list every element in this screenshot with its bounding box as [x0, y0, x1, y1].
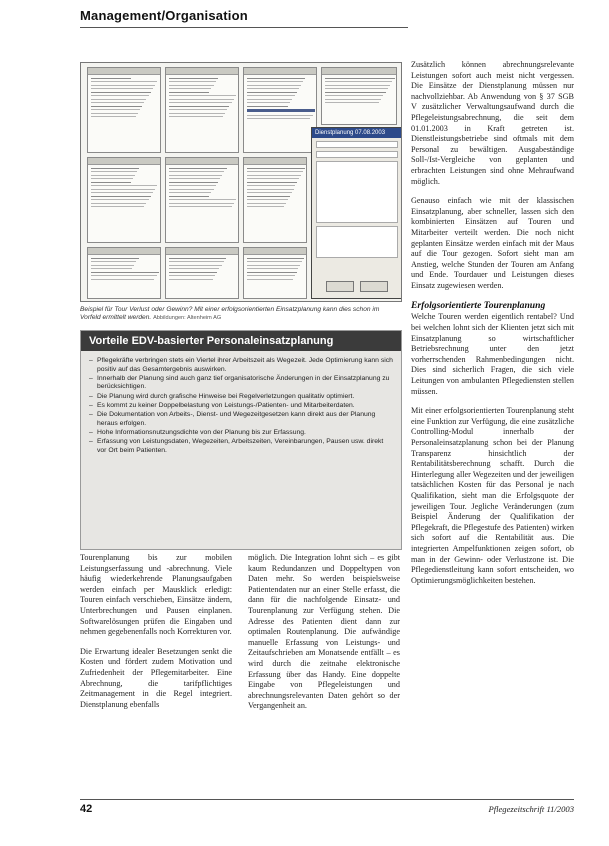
panel-row: [91, 109, 140, 110]
dialog-title: Dienstplanung 07.08.2003: [312, 128, 402, 138]
panel-row: [169, 275, 215, 276]
panel-title-bar: [88, 248, 160, 255]
panel-row: [247, 258, 304, 259]
panel-row: [247, 106, 288, 107]
panel-row: [247, 109, 315, 112]
planning-dialog: [311, 127, 402, 299]
panel-row: [91, 99, 146, 100]
panel-row: [169, 85, 214, 86]
paragraph: Die Erwartung idealer Besetzungen senkt die Kosten und fördert zudem Motivation und Zufriedenheit der Pflegemitarbeiter. Eine Abrechnung, die tarifpflichtiges Zeitmanagement in die Regel integriert. Dienstplanung ebenfalls: [80, 646, 232, 709]
panel-row: [247, 102, 290, 103]
dialog-ok-button: [326, 281, 354, 292]
panel-row: [169, 106, 229, 107]
panel-row: [247, 95, 295, 96]
panel-row: [91, 189, 155, 190]
panel-row: [247, 171, 303, 172]
panel-title-bar: [166, 248, 238, 255]
panel-row: [247, 192, 292, 193]
panel-row: [325, 102, 379, 103]
panel-row: [91, 178, 133, 179]
panel-row: [169, 203, 234, 204]
panel-title-bar: [88, 68, 160, 75]
panel-row: [169, 81, 216, 82]
panel-row: [91, 113, 138, 114]
panel-row: [91, 192, 153, 193]
panel-row: [91, 81, 157, 82]
panel-row: [325, 88, 388, 89]
panel-title-bar: [244, 158, 306, 165]
panel-row: [247, 88, 299, 89]
panel-row: [91, 168, 139, 169]
panel-row: [91, 196, 151, 197]
panel-row: [91, 102, 144, 103]
panel-row: [247, 203, 286, 204]
panel-row: [91, 92, 151, 93]
panel-row: [247, 279, 293, 280]
panel-row: [169, 261, 224, 262]
panel-title-bar: [244, 68, 316, 75]
paragraph: Zusätzlich können abrechnungsrelevante Leistungen sofort auch meist nicht vergessen. Die Einsätze der Dienstplanung müssen nur nachvollziehbar. Ab Anwendung von § 37 SGB V zusätzlicher Verwaltungsaufwand durch die Pflegeleistungsabrechnung, die seit dem 01.01.2003 in Kraft getreten ist. Dienstleistungsbetriebe sind oftmals mit dem Personal zu bewältigen. Ausgabeständige Soll-/Ist-Vergleiche von geplanten und erbrachten Leistungen sind ohne Mehraufwand möglich.: [411, 60, 574, 186]
panel-row: [91, 279, 154, 280]
subheading: Erfolgsorientierte Tourenplanung: [411, 300, 546, 312]
paragraph: Genauso einfach wie mit der klassischen Einsatzplanung, aber schneller, lassen sich den kombinierten Einsätzen auf Touren und Mitarbeiter verteilt werden. Die noch nicht geplanten Einsätze werden einfach mit der Maus auf die Tour gezogen. Sofort sieht man am Anstieg, welche Stunden der Touren am Anfang und Ende. Tourdauer und Leistungen dieses Einsatz zugewiesen werden.: [411, 196, 574, 290]
panel-row: [169, 178, 220, 179]
advantages-list: [89, 357, 393, 455]
software-screenshot-figure: [80, 62, 402, 302]
panel-row: [169, 189, 214, 190]
panel-row: [91, 88, 153, 89]
panel-row: [91, 272, 159, 273]
panel-row: [247, 178, 299, 179]
dialog-field: [316, 141, 398, 148]
panel-row: [91, 261, 136, 262]
box-title: Vorteile EDV-basierter Personaleinsatzplanung: [81, 331, 401, 351]
panel-row: [169, 109, 227, 110]
panel-row: [247, 175, 301, 176]
panel-row: [91, 182, 131, 183]
paragraph: Mit einer erfolgsorientierten Tourenplanung steht eine Funktion zur Verfügung, die eine zusätzliche Controlling-Modul innerhalb der Personaleinsatzplanung schon bei der Planung Transparenz hinsichtlich der Rentabilitätsberechnung schafft. Durch die Hinterlegung aller Wegezeiten und der jeweiligen tatsächlichen Kosten für das Personal je nach Qualifikation, sieht man die Erfolgsquote der jeweiligen Tour. Jegliche Veränderungen (zum Beispiel Änderung der Qualifikation der Pflegekraft, die Pflegestufe des Patienten) wirken sich sofort auf die Rentabilität aus. Die integrierten Ampelfunktionen zeigen sofort, ob man in der Gewinn- oder Verlustzone ist. Die Pflegedienstleitung kann sofort entscheiden, wo Optimierungsmöglichkeiten bestehen.: [411, 406, 574, 585]
panel-row: [247, 261, 302, 262]
panel-title-bar: [166, 68, 238, 75]
panel-row: [91, 175, 135, 176]
planning-panel: [87, 247, 161, 299]
panel-row: [91, 268, 132, 269]
panel-row: [247, 92, 297, 93]
panel-row: [247, 199, 288, 200]
panel-row: [169, 171, 224, 172]
panel-row: [91, 258, 139, 259]
dialog-cancel-button: [360, 281, 388, 292]
panel-row: [169, 196, 209, 197]
paragraph: Welche Touren werden eigentlich rentabel? Und bei welchen lohnt sich der Klienten jetzt sich mit Einsatzplanung so wirtschaftlicher Betriebsrechnung unter den jetzt vorherrschenden Rahmenbedingungen nicht. Dies sind sicherlich Fragen, die sich viele Leitungen von ambulanten Pflegediensten stellen müssen.: [411, 312, 574, 396]
list-item: – Es kommt zu keiner Doppelbelastung von Leistungs-/Patienten- und Mitarbeiterdaten.: [89, 402, 393, 411]
image-credit: Abbildungen: Altenheim AG: [153, 315, 222, 321]
planning-panel: [321, 67, 397, 125]
panel-row: [247, 268, 298, 269]
panel-row: [91, 185, 157, 186]
list-item: – Die Planung wird durch grafische Hinweise bei Regelverletzungen qualitativ optimiert.: [89, 393, 393, 402]
planning-panel: [243, 247, 307, 299]
panel-row: [169, 279, 213, 280]
panel-row: [169, 99, 234, 100]
panel-title-bar: [166, 158, 238, 165]
panel-row: [247, 182, 297, 183]
panel-title-bar: [322, 68, 396, 75]
panel-row: [91, 199, 149, 200]
panel-row: [91, 171, 137, 172]
list-item: – Die Dokumentation von Arbeits-, Dienst- und Wegezeitgesetzen kann direkt aus der Planung heraus erfolgen.: [89, 411, 393, 428]
panel-row: [91, 206, 144, 207]
panel-row: [169, 168, 227, 169]
journal-reference: Pflegezeitschrift 11/2003: [488, 804, 574, 814]
panel-row: [247, 81, 303, 82]
panel-row: [91, 95, 149, 96]
panel-title-bar: [244, 248, 306, 255]
footer-rule: [80, 799, 574, 800]
section-rubric: Management/Organisation: [80, 8, 248, 23]
planning-panel: [243, 67, 317, 153]
panel-row: [247, 99, 292, 100]
panel-row: [325, 78, 395, 79]
panel-row: [325, 81, 392, 82]
panel-row: [247, 185, 295, 186]
planning-panel: [87, 67, 161, 153]
panel-row: [169, 272, 217, 273]
paragraph: möglich. Die Integration lohnt sich – es gibt kaum Redundanzen und Doppeltypen von Daten mehr. So werden beispielsweise Patientendaten nur an einer Stelle erfasst, die dann für die nachfolgende Einsatz- und Tourenplanung zur Verfügung stehen. Die Adresse des Patienten dient dann zur optimalen Routenplanung. Die aufwändige manuelle Erfassung von Leistungs- und Zeitaufschrieben am Monatsende entfällt – es wird durch die zeitnahe elektronische Erfassung über das Handy. Eine doppelte Eingabe von Pflegeleistungen und abrechnungsrelevanten Daten gehört so der Vergangenheit an.: [248, 553, 400, 711]
panel-row: [247, 265, 300, 266]
panel-row: [169, 102, 232, 103]
panel-row: [169, 182, 218, 183]
panel-row: [169, 199, 236, 200]
panel-row: [247, 206, 284, 207]
panel-row: [247, 168, 305, 169]
panel-row: [247, 115, 313, 116]
page-number: 42: [80, 803, 93, 815]
panel-row: [169, 265, 222, 266]
dialog-field: [316, 151, 398, 158]
panel-row: [91, 275, 157, 276]
panel-row: [91, 265, 134, 266]
panel-row: [169, 116, 223, 117]
caption-text: Beispiel für Tour Verlust oder Gewinn? Mit einer erfolgsorientierten Einsatzplanung kann dies schon im Vorfeld ermittelt werden.: [80, 306, 380, 321]
panel-row: [169, 175, 222, 176]
panel-row: [247, 78, 305, 79]
list-item: – Innerhalb der Planung sind auch ganz tief organisatorische Änderungen in der Einsatzplanung zu berücksichtigen.: [89, 375, 393, 392]
list-item: – Hohe Informationsnutzungsdichte von der Planung bis zur Erfassung.: [89, 429, 393, 438]
planning-panel: [243, 157, 307, 243]
panel-row: [169, 258, 226, 259]
planning-panel: [165, 157, 239, 243]
panel-row: [91, 85, 155, 86]
text-column-1: [80, 553, 232, 719]
panel-row: [169, 206, 232, 207]
list-item: – Pflegekräfte verbringen stets ein Viertel ihrer Arbeitszeit als Wegezeit. Jede Optimierung kann sich positiv auf das Gesamtergebnis auswirken.: [89, 357, 393, 374]
panel-row: [247, 118, 310, 119]
panel-row: [169, 78, 218, 79]
panel-row: [169, 185, 216, 186]
panel-row: [169, 88, 211, 89]
planning-panel: [165, 247, 239, 299]
dialog-field: [316, 226, 398, 258]
figure-caption: [80, 306, 400, 322]
list-item: – Erfassung von Leistungsdaten, Wegezeiten, Arbeitszeiten, Vereinbarungen, Pausen usw. direkt vor Ort beim Patienten.: [89, 438, 393, 455]
dialog-field: [316, 161, 398, 223]
advantages-box: [80, 330, 402, 550]
panel-row: [247, 275, 295, 276]
panel-row: [325, 85, 390, 86]
panel-title-bar: [88, 158, 160, 165]
paragraph: Tourenplanung bis zur mobilen Leistungserfassung und -abrechnung. Viele häufig wiederkehrende Planungsaufgaben werden einfach per Mausklick erledigt: Touren einfach verschieben, Einsätze ändern, Unterbrechungen und Pausen einplanen. Softwarelösungen prüfen die Eingaben und nehmen gegebenenfalls noch Korrekturen vor.: [80, 553, 232, 637]
panel-row: [247, 196, 290, 197]
panel-row: [247, 189, 294, 190]
header-rule: [80, 27, 408, 28]
panel-row: [91, 116, 136, 117]
panel-row: [247, 85, 301, 86]
panel-row: [247, 272, 297, 273]
panel-row: [91, 203, 146, 204]
panel-row: [169, 92, 209, 93]
text-column-2: [248, 553, 400, 721]
planning-panel: [87, 157, 161, 243]
panel-row: [169, 192, 211, 193]
text-column-3: [411, 60, 574, 595]
panel-row: [325, 92, 386, 93]
panel-row: [169, 95, 236, 96]
planning-panel: [165, 67, 239, 153]
panel-row: [169, 113, 225, 114]
panel-row: [325, 99, 381, 100]
panel-row: [91, 106, 142, 107]
panel-row: [169, 268, 219, 269]
panel-row: [325, 95, 383, 96]
panel-row: [91, 78, 131, 79]
